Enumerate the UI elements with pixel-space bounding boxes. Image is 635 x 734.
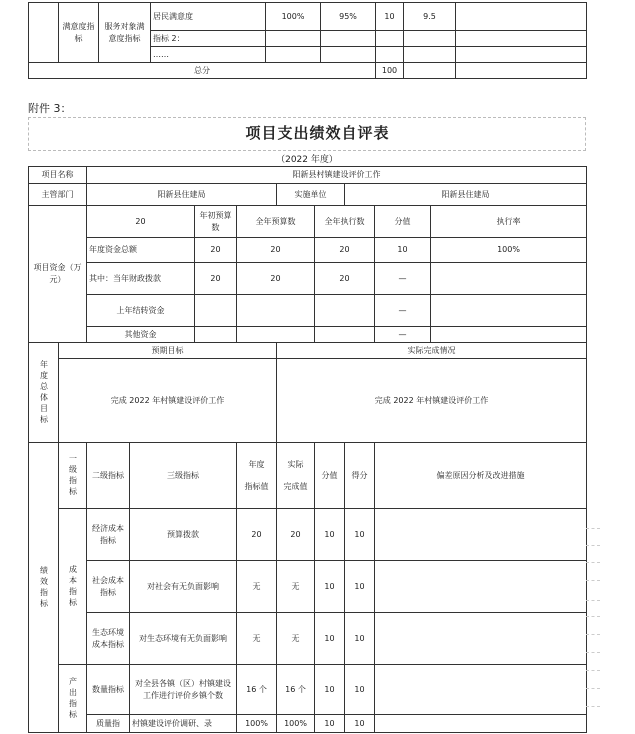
page-title: 项目支出绩效自评表 [245,124,390,142]
funds-label: 项目资金（万元） [29,206,87,343]
level2-cell: 社会成本指标 [87,561,130,613]
fund-row-name: 年度资金总额 [87,238,195,263]
initial-budget-header: 年初预算数 [195,206,237,238]
fund-row-name: 其他资金 [87,327,195,343]
weight-cell: 10 [315,715,345,733]
fund-annual [237,295,315,327]
fund-row-name: 上年结转资金 [87,295,195,327]
indicator-name: 指标 2： [151,31,266,47]
level2-cell: 质量指 [87,715,130,733]
actual-result: 完成 2022 年村镇建设评价工作 [277,359,587,443]
deviation-cell [375,561,587,613]
total-label: 总分 [29,63,376,79]
fund-executed: 20 [315,238,375,263]
dept-label: 主管部门 [29,184,87,206]
fund-initial [195,295,237,327]
actual-result-header: 实际完成情况 [277,343,587,359]
fund-annual: 20 [237,238,315,263]
page-subtitle: （2022 年度） [276,155,338,165]
guide-line [586,580,600,581]
fund-executed: 20 [315,263,375,295]
weight-cell: 10 [315,665,345,715]
indicator-name: …… [151,47,266,63]
blank-cell [29,3,59,63]
guide-line [586,616,600,617]
dept-value: 阳新县住建局 [87,184,277,206]
fund-rate [431,327,587,343]
actual-cell: 100% [277,715,315,733]
total-value: 100 [376,63,404,79]
rate-header: 执行率 [431,206,587,238]
fund-rate: 100% [431,238,587,263]
cost-indicator-label: 成本指标 [59,509,87,665]
target-cell: 16 个 [237,665,277,715]
fund-weight: — [375,295,431,327]
level2-cell: 数量指标 [87,665,130,715]
guide-line [586,670,600,671]
note-cell [456,3,587,31]
level3-header: 三级指标 [130,443,237,509]
indicator-name: 居民满意度 [151,3,266,31]
impl-value: 阳新县住建局 [345,184,587,206]
level3-cell: 对全县各镇（区）村镇建设工作进行评价乡镇个数 [130,665,237,715]
guide-line [586,706,600,707]
guide-line [586,600,600,601]
fund-weight: — [375,327,431,343]
actual-cell: 无 [277,613,315,665]
self-evaluation-table [28,166,587,733]
target-cell: 无 [237,561,277,613]
weight-value: 10 [376,3,404,31]
score-cell: 10 [345,613,375,665]
score-value: 9.5 [404,3,456,31]
guide-line [586,652,600,653]
fund-initial [195,327,237,343]
target-cell: 100% [237,715,277,733]
output-indicator-label: 产出指标 [59,665,87,733]
score-cell: 10 [345,509,375,561]
weight-header: 分值 [375,206,431,238]
fund-initial: 20 [195,263,237,295]
level2-header: 二级指标 [87,443,130,509]
funds-first-header: 20 [87,206,195,238]
annual-budget-header: 全年预算数 [237,206,315,238]
service-satisfaction-label: 服务对象满意度指标 [99,3,151,63]
guide-line [586,545,600,546]
deviation-cell [375,509,587,561]
fund-executed [315,295,375,327]
target-cell: 20 [237,509,277,561]
guide-line [586,562,600,563]
annex-label: 附件 3： [28,102,72,115]
score-cell: 10 [345,715,375,733]
satisfaction-table [28,2,587,79]
level3-cell: 预算拨款 [130,509,237,561]
weight-header: 分值 [315,443,345,509]
fund-executed [315,327,375,343]
actual-cell: 16 个 [277,665,315,715]
year-target-header [237,443,277,509]
weight-cell: 10 [315,561,345,613]
actual-bottom: 完成值 [283,481,308,491]
level3-cell: 对社会有无负面影响 [130,561,237,613]
performance-indicator-label: 绩效指标 [29,443,59,733]
fund-rate [431,263,587,295]
level2-cell: 经济成本指标 [87,509,130,561]
executed-header: 全年执行数 [315,206,375,238]
level3-cell: 村镇建设评价调研、录 [130,715,237,733]
fund-annual [237,327,315,343]
actual-value: 95% [321,3,376,31]
project-name: 阳新县村镇建设评价工作 [87,167,587,184]
project-name-label: 项目名称 [29,167,87,184]
year-top: 年度 [248,459,265,469]
deviation-cell [375,613,587,665]
guide-line [586,528,600,529]
year-bottom: 指标值 [244,481,269,491]
score-header: 得分 [345,443,375,509]
fund-row-name: 其中：当年财政拨款 [87,263,195,295]
expected-goal-header: 预期目标 [59,343,277,359]
guide-line [586,634,600,635]
target-value: 100% [266,3,321,31]
weight-cell: 10 [315,509,345,561]
actual-header [277,443,315,509]
fund-weight: 10 [375,238,431,263]
actual-top: 实际 [287,459,304,469]
weight-cell: 10 [315,613,345,665]
actual-cell: 无 [277,561,315,613]
satisfaction-indicator-label: 满意度指标 [59,3,99,63]
level3-cell: 对生态环境有无负面影响 [130,613,237,665]
deviation-cell [375,665,587,715]
score-cell: 10 [345,561,375,613]
expected-goal: 完成 2022 年村镇建设评价工作 [59,359,277,443]
level1-header: 一级指标 [59,443,87,509]
fund-annual: 20 [237,263,315,295]
annual-goal-label: 年度总体目标 [29,343,59,443]
actual-cell: 20 [277,509,315,561]
target-cell: 无 [237,613,277,665]
fund-rate [431,295,587,327]
deviation-header: 偏差原因分析及改进措施 [375,443,587,509]
deviation-cell [375,715,587,733]
guide-line [586,688,600,689]
level2-cell: 生态环境成本指标 [87,613,130,665]
fund-weight: — [375,263,431,295]
score-cell: 10 [345,665,375,715]
fund-initial: 20 [195,238,237,263]
impl-label: 实施单位 [277,184,345,206]
